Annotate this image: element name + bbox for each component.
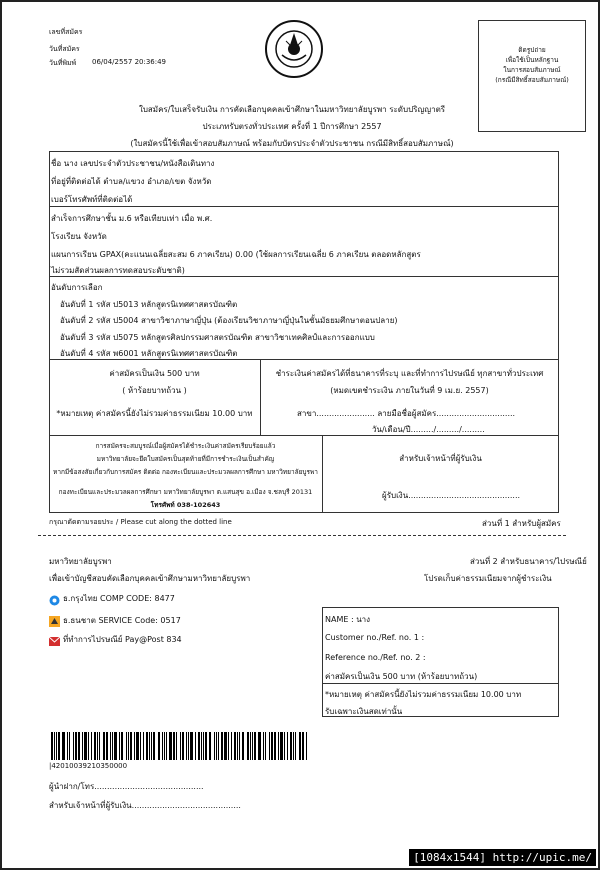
barcode-bar <box>254 732 256 760</box>
barcode-bar <box>247 732 249 760</box>
form-title-line-2: ประเภทรับตรงทั่วประเทศ ครั้งที่ 1 ปีการศึกษา 2557 <box>202 122 382 131</box>
barcode-bar <box>134 732 135 760</box>
university-seal-icon <box>264 19 324 79</box>
barcode-bar <box>173 732 175 760</box>
thanachart-bank-icon <box>49 612 60 623</box>
barcode-bar <box>82 732 83 760</box>
barcode-bar <box>190 732 193 760</box>
education-line-4: ไม่รวมสัดส่วนผลการทดสอบระดับชาติ) <box>51 266 185 275</box>
form-title-line-3: (ใบสมัครนี้ใช้เพื่อเข้าสอบสัมภาษณ์ พร้อมกับบัตรประจำตัวประชาชน กรณีมีสิทธิ์สอบสัมภาษณ์) <box>130 139 454 148</box>
form-title-line-1: ใบสมัคร/ใบเสร็จรับเงิน การคัดเลือกบุคคลเข้าศึกษาในมหาวิทยาลัยบูรพา ระดับปริญญาตรี <box>138 105 446 114</box>
barcode-bar <box>284 732 285 760</box>
barcode-bar <box>271 732 273 760</box>
part-2-label: ส่วนที่ 2 สำหรับธนาคาร/ไปรษณีย์ <box>470 557 587 566</box>
info-ref-2: Reference no./Ref. no. 2 : <box>325 653 426 662</box>
barcode-bar <box>166 732 167 760</box>
education-line-3: แผนการเรียน GPAX(คะแนนเฉลี่ยสะสม 6 ภาคเรียน) 0.00 (ใช้ผลการเรียนเฉลี่ย 6 ภาคเรียน ตลอดหลักสูตร <box>51 250 421 259</box>
barcode-bar <box>153 732 155 760</box>
barcode-bar <box>73 732 74 760</box>
barcode-bar <box>263 732 264 760</box>
barcode-bar <box>94 732 96 760</box>
barcode-bar <box>290 732 292 760</box>
barcode-bar <box>121 732 123 760</box>
notice-line: การสมัครจะสมบูรณ์เมื่อผู้สมัครได้ชำระเงินค่าสมัครเรียบร้อยแล้ว <box>95 442 276 450</box>
print-date-value: 06/04/2557 20:36:49 <box>92 58 167 66</box>
barcode-bar <box>182 732 184 760</box>
application-date-label: วันที่สมัคร <box>49 45 80 53</box>
account-purpose: เพื่อเข้าบัญชีสอบคัดเลือกบุคคลเข้าศึกษามหาวิทยาลัยบูรพา <box>49 574 251 583</box>
barcode-bar <box>75 732 77 760</box>
choice-item: อันดับที่ 2 รหัส ป5004 สาขาวิชาภาษาญี่ปุ่น (ต้องเรียนวิชาภาษาญี่ปุ่นในชั้นมัธยมศึกษาตอนปลาย) <box>60 316 398 325</box>
photo-box-line-1: ติดรูปถ่าย <box>518 46 546 54</box>
barcode-bar <box>164 732 165 760</box>
post-office-icon <box>49 632 60 643</box>
fee-note: *หมายเหตุ ค่าสมัครนี้ยังไม่รวมค่าธรรมเนียม 10.00 บาท <box>56 409 253 418</box>
barcode-bar <box>128 732 129 760</box>
barcode-bar <box>306 732 307 760</box>
payment-channel-text: ชำระเงินค่าสมัครได้ที่ธนาคารที่ระบุ และที่ทำการไปรษณีย์ ทุกสาขาทั่วประเทศ <box>275 369 544 378</box>
barcode-bar <box>91 732 92 760</box>
barcode-bar <box>252 732 253 760</box>
barcode-bar <box>234 732 236 760</box>
barcode-bar <box>58 732 60 760</box>
divider-applicant <box>49 206 559 207</box>
barcode-bar <box>136 732 139 760</box>
barcode-bar <box>228 732 229 760</box>
barcode-bar <box>274 732 276 760</box>
applicant-address-line: ที่อยู่ที่ติดต่อได้ ตำบล/แขวง อำเภอ/เขต จังหวัด <box>51 177 212 186</box>
barcode-bar <box>302 732 304 760</box>
bank-line-1: ธ.กรุงไทย COMP CODE: 8477 <box>63 594 175 603</box>
barcode-bar <box>103 732 105 760</box>
choices-heading: อันดับการเลือก <box>51 283 103 292</box>
applicant-name-line: ชื่อ นาง เลขประจำตัวประชาชน/หนังสือเดินทาง <box>51 159 215 168</box>
part-1-label: ส่วนที่ 1 สำหรับผู้สมัคร <box>482 519 561 528</box>
notice-line: มหาวิทยาลัยจะยึดใบสมัครเป็นสุดท้ายที่มีการชำระเงินเป็นสำคัญ <box>96 455 275 463</box>
application-number-label: เลขที่สมัคร <box>49 28 83 36</box>
barcode-bar <box>195 732 196 760</box>
barcode-bar <box>209 732 211 760</box>
barcode-bar <box>146 732 148 760</box>
barcode-bar <box>56 732 57 760</box>
cut-instruction: กรุณาตัดตามรอยประ / Please cut along the dotted line <box>49 518 232 526</box>
print-date-label: วันที่พิมพ์ <box>49 59 77 67</box>
info-note-2: รับเฉพาะเงินสดเท่านั้น <box>325 707 403 716</box>
barcode-bar <box>280 732 283 760</box>
barcode-bar <box>149 732 150 760</box>
divider-choices <box>49 359 559 360</box>
barcode-bar <box>258 732 261 760</box>
barcode-bar <box>54 732 55 760</box>
divider-fee <box>49 435 559 436</box>
info-note-1: *หมายเหตุ ค่าสมัครนี้ยังไม่รวมค่าธรรมเนียม 10.00 บาท <box>325 690 522 699</box>
barcode-bar <box>201 732 202 760</box>
barcode-bar <box>250 732 251 760</box>
barcode-bar <box>151 732 152 760</box>
fee-collection-note: โปรดเก็บค่าธรรมเนียมจากผู้ชำระเงิน <box>424 574 552 583</box>
photo-box-line-2: เพื่อใช้เป็นหลักฐาน <box>505 56 559 64</box>
officer-receiver-line: สำหรับเจ้าหน้าที่ผู้รับเงิน........................................... <box>49 801 241 810</box>
payment-deadline-text: (หมดเขตชำระเงิน ภายในวันที่ 9 เม.ย. 2557) <box>330 386 489 395</box>
barcode-bar <box>62 732 65 760</box>
barcode-bar <box>221 732 223 760</box>
barcode-bar <box>218 732 219 760</box>
education-line-1: สำเร็จการศึกษาชั้น ม.6 หรือเทียบเท่า เมื่อ พ.ศ. <box>51 214 213 223</box>
branch-signature-line: สาขา....................... ลายมือชื่อผู้สมัคร............................... <box>297 409 516 418</box>
fee-amount-label: ค่าสมัครเป็นเงิน 500 บาท <box>109 369 200 378</box>
photo-box-line-3: ในการสอบสัมภาษณ์ <box>503 66 561 74</box>
info-ref-1: Customer no./Ref. no. 1 : <box>325 633 425 642</box>
info-fee: ค่าสมัครเป็นเงิน 500 บาท (ห้าร้อยบาทถ้วน) <box>325 672 478 681</box>
info-name: NAME : นาง <box>325 615 371 624</box>
barcode-bar <box>198 732 200 760</box>
divider-education <box>49 276 559 277</box>
barcode-bar <box>162 732 163 760</box>
university-name: มหาวิทยาลัยบูรพา <box>49 557 112 566</box>
barcode-bar <box>293 732 294 760</box>
barcode-bar <box>88 732 89 760</box>
officer-label: สำหรับเจ้าหน้าที่ผู้รับเงิน <box>399 454 482 463</box>
barcode-bar <box>110 732 111 760</box>
barcode-bar <box>67 732 68 760</box>
image-host-watermark: [1084x1544] http://upic.me/ <box>409 849 596 866</box>
choice-item: อันดับที่ 3 รหัส ป5075 หลักสูตรศิลปกรรมศาสตรบัณฑิต สาขาวิชาเทคศิลป์และการออกแบบ <box>60 333 375 342</box>
info-divider <box>322 683 559 684</box>
barcode-bar <box>114 732 117 760</box>
barcode-bar <box>69 732 70 760</box>
notice-line: หากมีข้อสงสัยเกี่ยวกับการสมัคร ติดต่อ กองทะเบียนและประมวลผลการศึกษา มหาวิทยาลัยบูรพา <box>53 468 318 476</box>
bank-line-3: ที่ทำการไปรษณีย์ Pay@Post 834 <box>63 635 182 644</box>
barcode-bar <box>237 732 238 760</box>
barcode-bar <box>265 732 266 760</box>
barcode-bar <box>119 732 120 760</box>
krungthai-bank-icon <box>49 591 60 602</box>
receiver-signature-line: ผู้รับเงิน............................................ <box>382 491 521 500</box>
choice-item: อันดับที่ 1 รหัส ป5013 หลักสูตรนิเทศศาสตรบัณฑิต <box>60 300 238 309</box>
barcode-bar <box>224 732 227 760</box>
barcode-bar <box>99 732 100 760</box>
payer-line: ผู้นำฝาก/โทร........................................... <box>49 782 204 791</box>
barcode-bar <box>130 732 132 760</box>
barcode-bar <box>112 732 113 760</box>
date-line: วัน/เดือน/ปี........./........./......... <box>372 425 485 434</box>
barcode-bar <box>205 732 207 760</box>
barcode-bar <box>176 732 177 760</box>
barcode-bar <box>140 732 141 760</box>
barcode-bar <box>106 732 108 760</box>
barcode-bar <box>97 732 98 760</box>
barcode-bar <box>269 732 270 760</box>
barcode-bar <box>126 732 127 760</box>
barcode-bar <box>84 732 87 760</box>
choice-item: อันดับที่ 4 รหัส พ6001 หลักสูตรนิเทศศาสตรบัณฑิต <box>60 349 238 358</box>
barcode-bar <box>169 732 172 760</box>
notice-phone: โทรศัพท์ 038-102643 <box>150 501 221 509</box>
barcode-bar <box>188 732 189 760</box>
barcode-number: |42010039210350000 <box>49 762 128 770</box>
barcode-bar <box>299 732 301 760</box>
university-logo <box>264 19 324 79</box>
barcode-bar <box>180 732 181 760</box>
barcode-bar <box>216 732 217 760</box>
education-line-2: โรงเรียน จังหวัด <box>51 232 107 241</box>
barcode-bar <box>287 732 288 760</box>
bank-line-2: ธ.ธนชาต SERVICE Code: 0517 <box>63 616 181 625</box>
barcode-bar <box>231 732 232 760</box>
cut-dotted-line <box>38 535 566 536</box>
barcode-bar <box>278 732 279 760</box>
barcode-bar <box>295 732 296 760</box>
notice-divider-vertical <box>322 435 323 513</box>
barcode-bar <box>143 732 144 760</box>
barcode-bar <box>203 732 204 760</box>
barcode-bar <box>78 732 80 760</box>
barcode-bar <box>214 732 215 760</box>
photo-box-line-4: (กรณีมีสิทธิ์สอบสัมภาษณ์) <box>495 76 569 84</box>
notice-line: กองทะเบียนและประมวลผลการศึกษา มหาวิทยาลัยบูรพา ต.แสนสุข อ.เมือง จ.ชลบุรี 20131 <box>58 488 313 496</box>
payment-barcode <box>51 732 309 760</box>
fee-amount-words: ( ห้าร้อยบาทถ้วน ) <box>122 386 187 395</box>
barcode-bar <box>51 732 53 760</box>
barcode-bar <box>242 732 244 760</box>
barcode-bar <box>158 732 160 760</box>
barcode-bar <box>239 732 240 760</box>
applicant-phone-line: เบอร์โทรศัพท์ที่ติดต่อได้ <box>51 195 133 204</box>
barcode-bar <box>186 732 187 760</box>
